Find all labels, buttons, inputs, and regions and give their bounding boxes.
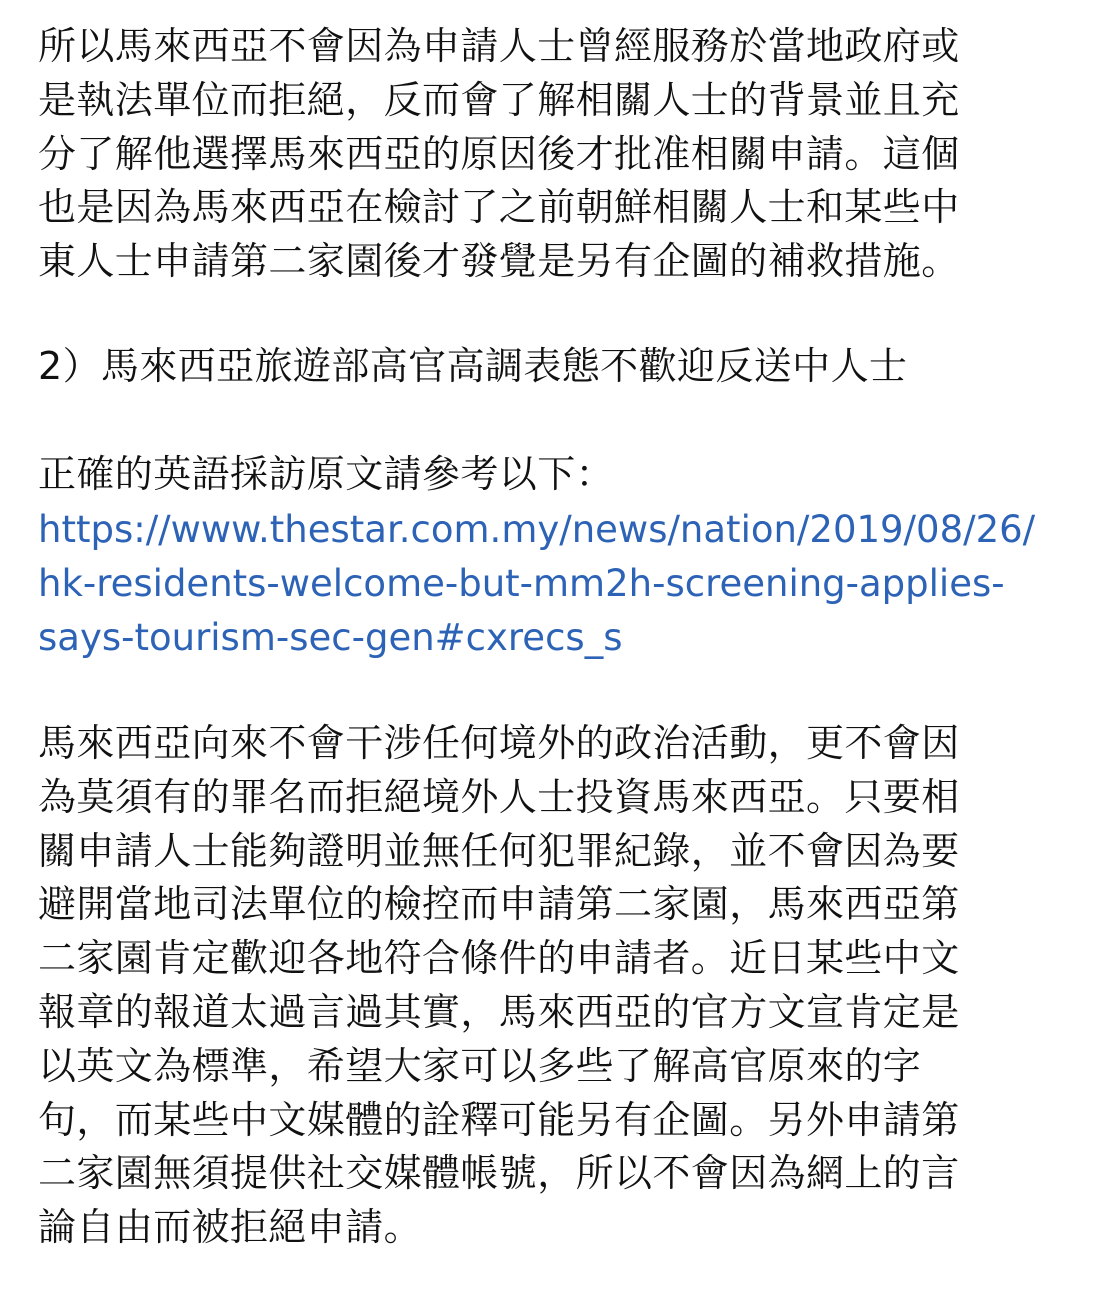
section-heading-2	[38, 340, 1078, 394]
paragraph-line: 句，而某些中文媒體的詮釋可能另有企圖。另外申請第	[38, 1097, 960, 1142]
paragraph-line: 所以馬來西亞不會因為申請人士曾經服務於當地政府或	[38, 24, 960, 68]
link-intro-line: 正確的英語採訪原文請參考以下：	[38, 452, 615, 496]
paragraph-line: 報章的報道太過言過其實，馬來西亞的官方文宣肯定是	[38, 989, 960, 1034]
paragraph-line: 論自由而被拒絕申請。	[38, 1205, 423, 1250]
paragraph-line: 關申請人士能夠證明並無任何犯罪紀錄，並不會因為要	[38, 828, 960, 873]
paragraph-line: 也是因為馬來西亞在檢討了之前朝鮮相關人士和某些中	[38, 185, 960, 230]
article-link-line[interactable]: says-tourism-sec-gen#cxrecs_s	[38, 615, 623, 659]
article-link-line[interactable]: https://www.thestar.com.my/news/nation/2019/08/26/	[38, 508, 1036, 551]
article-link-line[interactable]: hk-residents-welcome-but-mm2h-screening-applies-	[38, 561, 1005, 605]
paragraph-line: 馬來西亞向來不會干涉任何境外的政治活動，更不會因	[38, 721, 960, 765]
paragraph-line: 分了解他選擇馬來西亞的原因後才批准相關申請。這個	[38, 131, 960, 176]
paragraph-line: 二家園無須提供社交媒體帳號，所以不會因為網上的言	[38, 1151, 960, 1196]
paragraph-2	[38, 717, 1078, 1255]
paragraph-line: 為莫須有的罪名而拒絕境外人士投資馬來西亞。只要相	[38, 774, 960, 819]
paragraph-line: 二家園肯定歡迎各地符合條件的申請者。近日某些中文	[38, 936, 960, 981]
heading-text: 2）馬來西亞旅遊部高官高調表態不歡迎反送中人士	[38, 344, 908, 388]
paragraph-1	[38, 20, 1078, 289]
link-intro-text	[38, 448, 1078, 502]
paragraph-line: 是執法單位而拒絕，反而會了解相關人士的背景並且充	[38, 77, 960, 122]
article-link[interactable]	[38, 503, 1078, 664]
paragraph-line: 避開當地司法單位的檢控而申請第二家園，馬來西亞第	[38, 882, 960, 927]
paragraph-line: 東人士申請第二家園後才發覺是另有企圖的補救措施。	[38, 239, 960, 284]
paragraph-line: 以英文為標準，希望大家可以多些了解高官原來的字	[38, 1043, 922, 1088]
